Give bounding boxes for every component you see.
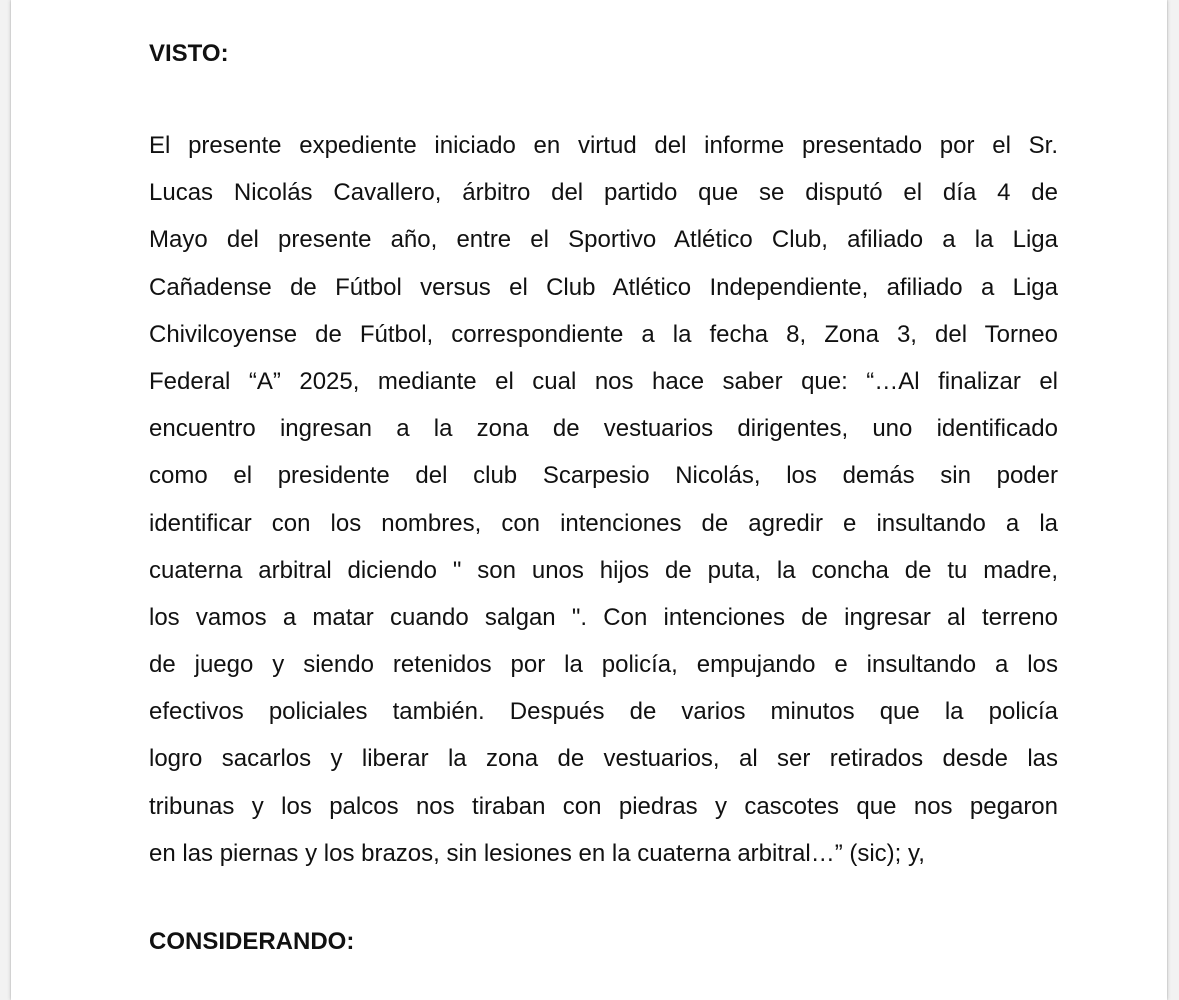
considerando-heading: CONSIDERANDO: — [149, 928, 355, 955]
body-line-11: los vamos a matar cuando salgan ". Con intenciones de ingresar al terreno — [149, 603, 1058, 631]
body-line-1: El presente expediente iniciado en virtud del informe presentado por el Sr. — [149, 132, 1058, 159]
visto-heading: VISTO: — [149, 40, 229, 67]
body-paragraph — [149, 122, 1058, 877]
body-line-15: tribunas y los palcos nos tiraban con piedras y cascotes que nos pegaron — [149, 792, 1058, 820]
body-line-2: Lucas Nicolás Cavallero, árbitro del partido que se disputó el día 4 de — [149, 179, 1058, 207]
body-line-14: logro sacarlos y liberar la zona de vestuarios, al ser retirados desde las — [149, 745, 1058, 773]
body-line-4: Cañadense de Fútbol versus el Club Atlético Independiente, afiliado a Liga — [149, 273, 1058, 301]
body-line-10: cuaterna arbitral diciendo " son unos hijos de puta, la concha de tu madre, — [149, 556, 1058, 584]
body-line-13: efectivos policiales también. Después de varios minutos que la policía — [149, 698, 1058, 726]
body-line-8: como el presidente del club Scarpesio Nicolás, los demás sin poder — [149, 462, 1058, 490]
body-line-7: encuentro ingresan a la zona de vestuarios dirigentes, uno identificado — [149, 415, 1058, 443]
body-line-16: en las piernas y los brazos, sin lesiones en la cuaterna arbitral…” (sic); y, — [149, 839, 925, 867]
document-page — [11, 0, 1167, 1000]
body-line-5: Chivilcoyense de Fútbol, correspondiente a la fecha 8, Zona 3, del Torneo — [149, 320, 1058, 348]
body-line-9: identificar con los nombres, con intenciones de agredir e insultando a la — [149, 509, 1058, 537]
body-line-6: Federal “A” 2025, mediante el cual nos hace saber que: “…Al finalizar el — [149, 367, 1058, 395]
body-line-3: Mayo del presente año, entre el Sportivo Atlético Club, afiliado a la Liga — [149, 226, 1058, 254]
body-line-12: de juego y siendo retenidos por la policía, empujando e insultando a los — [149, 651, 1058, 679]
